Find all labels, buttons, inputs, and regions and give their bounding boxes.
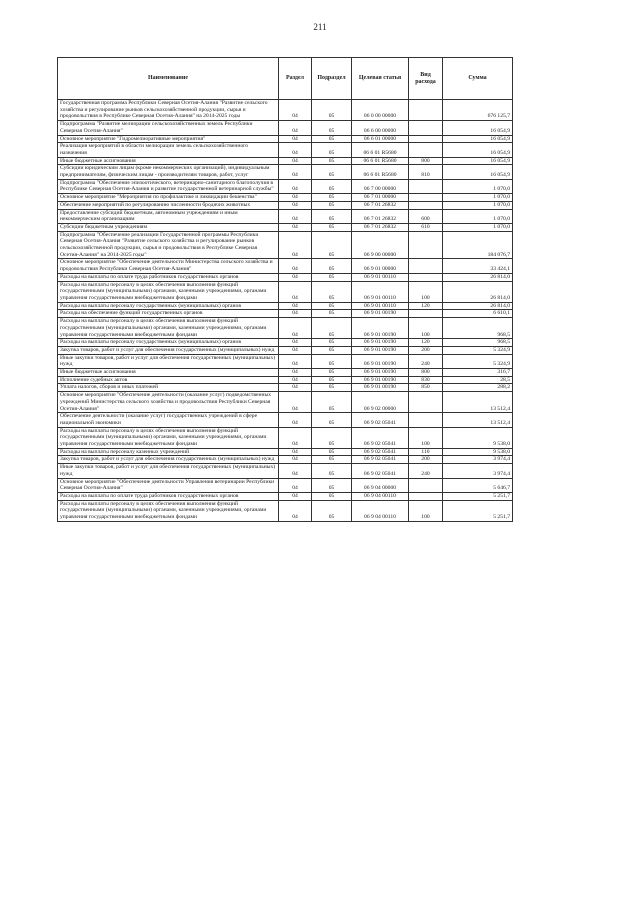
row-sum: 16 054,9 [443,135,513,143]
table-row [58,231,513,259]
row-target: 06 7 01 00000 [352,194,409,202]
row-name: Иные бюджетные ассигнования [58,157,279,165]
row-target: 06 9 01 00190 [352,354,409,368]
table-body [58,100,513,522]
row-sum: 3 974,4 [443,464,513,478]
row-type: 120 [409,302,443,310]
row-podrazdel: 05 [312,318,352,339]
table-row [58,464,513,478]
row-target: 06 9 02 00000 [352,392,409,413]
row-target: 06 9 01 00190 [352,376,409,384]
table-row [58,201,513,209]
row-razdel: 04 [279,478,312,492]
row-type [409,194,443,202]
row-sum: 1 070,0 [443,179,513,193]
header-name: Наименование [58,58,279,100]
row-podrazdel: 05 [312,448,352,456]
row-podrazdel: 05 [312,231,352,259]
row-sum: 1 070,0 [443,209,513,223]
budget-table [57,57,513,522]
row-name: Основное мероприятие "Гидромелиоративные мероприятия" [58,135,279,143]
row-podrazdel: 05 [312,259,352,273]
row-type [409,273,443,281]
row-type: 240 [409,354,443,368]
row-type: 800 [409,157,443,165]
row-type [409,121,443,135]
header-podrazdel: Подраздел [312,58,352,100]
row-razdel: 04 [279,346,312,354]
row-type: 110 [409,448,443,456]
row-target: 06 9 04 00000 [352,478,409,492]
row-razdel: 04 [279,413,312,427]
row-podrazdel: 05 [312,384,352,392]
row-sum: 13 512,4 [443,392,513,413]
table-row [58,209,513,223]
row-sum: 316,7 [443,369,513,377]
row-razdel: 04 [279,456,312,464]
row-podrazdel: 05 [312,100,352,121]
table-row [58,448,513,456]
row-target: 06 9 01 00000 [352,259,409,273]
table-row [58,478,513,492]
row-name: Иные закупки товаров, работ и услуг для обеспечения государственных (муниципальных) нужд [58,354,279,368]
row-name: Расходы на выплаты по оплате труда работников государственных органов [58,273,279,281]
row-name: Расходы на выплаты персоналу в целях обеспечения выполнения функций государственными (муниципальными) органами, казенными учреждениями, органами управления государственными внебюджетными фондами [58,318,279,339]
row-target: 06 9 01 00110 [352,302,409,310]
row-name: Основное мероприятие "Обеспечение деятельности (оказание услуг) подведомственных учреждений Министерства сельского хозяйства и продовольствия Республики Северная Осетия-Алания" [58,392,279,413]
table-row [58,384,513,392]
row-razdel: 04 [279,281,312,302]
row-sum: 16 054,9 [443,165,513,179]
table-row [58,281,513,302]
row-podrazdel: 05 [312,464,352,478]
row-type: 240 [409,464,443,478]
row-name: Основное мероприятие "Обеспечение деятельности Министерства сельского хозяйства и продовольствия Республики Северная Осетия-Алания" [58,259,279,273]
row-type: 600 [409,209,443,223]
row-type: 100 [409,500,443,521]
row-razdel: 04 [279,354,312,368]
row-sum: 16 054,9 [443,121,513,135]
row-sum: 184 076,7 [443,231,513,259]
row-sum: 28,5 [443,376,513,384]
table-row [58,121,513,135]
row-podrazdel: 05 [312,500,352,521]
row-target: 06 9 01 00190 [352,384,409,392]
row-type [409,310,443,318]
row-sum: 1 070,0 [443,223,513,231]
row-target: 06 9 04 00110 [352,492,409,500]
row-razdel: 04 [279,392,312,413]
row-name: Подпрограмма "Обеспечение эпизоотического, ветеринарно-санитарного благополучия в Республике Северная Осетия-Алания и развитие государственной ветеринарной службы" [58,179,279,193]
row-podrazdel: 05 [312,135,352,143]
row-podrazdel: 05 [312,281,352,302]
row-sum: 26 814,0 [443,302,513,310]
table-row [58,376,513,384]
row-razdel: 04 [279,100,312,121]
row-podrazdel: 05 [312,157,352,165]
row-razdel: 04 [279,500,312,521]
row-razdel: 04 [279,273,312,281]
row-type: 830 [409,376,443,384]
table-row [58,369,513,377]
row-name: Обеспечение деятельности (оказание услуг) государственных учреждений в сфере национальной экономики [58,413,279,427]
row-target: 06 9 01 00110 [352,281,409,302]
row-target: 06 9 00 00000 [352,231,409,259]
row-name: Исполнение судебных актов [58,376,279,384]
row-podrazdel: 05 [312,392,352,413]
row-name: Основное мероприятие "Обеспечение деятельности Управления ветеринарии Республики Северная Осетия-Алания" [58,478,279,492]
table-row [58,318,513,339]
table-row [58,413,513,427]
table-row [58,194,513,202]
row-target: 06 9 01 00190 [352,369,409,377]
row-target: 06 7 01 26832 [352,201,409,209]
row-target: 06 9 01 00190 [352,318,409,339]
table-row [58,492,513,500]
row-razdel: 04 [279,369,312,377]
row-type: 120 [409,339,443,347]
row-type [409,100,443,121]
row-podrazdel: 05 [312,201,352,209]
row-razdel: 04 [279,194,312,202]
row-sum: 676 125,7 [443,100,513,121]
table-row [58,339,513,347]
row-sum: 16 054,9 [443,143,513,157]
row-podrazdel: 05 [312,427,352,448]
row-type [409,392,443,413]
row-sum: 5 324,9 [443,346,513,354]
table-row [58,427,513,448]
row-podrazdel: 05 [312,346,352,354]
row-razdel: 04 [279,259,312,273]
row-name: Реализация мероприятий в области мелиорации земель сельскохозяйственного назначения [58,143,279,157]
table-row [58,392,513,413]
row-sum: 9 538,0 [443,427,513,448]
row-target: 06 9 02 05041 [352,427,409,448]
row-target: 06 9 02 05041 [352,456,409,464]
row-razdel: 04 [279,157,312,165]
row-target: 06 6 01 R5680 [352,157,409,165]
row-razdel: 04 [279,318,312,339]
row-name: Обеспечение мероприятий по регулированию численности бродячих животных [58,201,279,209]
row-name: Уплата налогов, сборов и иных платежей [58,384,279,392]
table-row [58,179,513,193]
row-podrazdel: 05 [312,376,352,384]
header-razdel: Раздел [279,58,312,100]
row-podrazdel: 05 [312,456,352,464]
row-target: 06 9 02 05041 [352,413,409,427]
row-name: Основное мероприятие "Мероприятия по профилактике и ликвидации бешенства" [58,194,279,202]
row-target: 06 9 01 00190 [352,310,409,318]
row-sum: 968,5 [443,339,513,347]
table-row [58,273,513,281]
row-podrazdel: 05 [312,223,352,231]
row-razdel: 04 [279,165,312,179]
row-sum: 26 814,0 [443,281,513,302]
row-sum: 6 610,1 [443,310,513,318]
row-name: Расходы на выплаты персоналу в целях обеспечения выполнения функций государственными (муниципальными) органами, казенными учреждениями, органами управления государственными внебюджетными фондами [58,500,279,521]
row-sum: 26 814,0 [443,273,513,281]
row-sum: 5 251,7 [443,492,513,500]
row-type: 100 [409,281,443,302]
row-type [409,413,443,427]
row-target: 06 0 00 00000 [352,100,409,121]
row-type [409,231,443,259]
row-type [409,478,443,492]
row-razdel: 04 [279,339,312,347]
row-razdel: 04 [279,143,312,157]
row-type [409,143,443,157]
row-type: 100 [409,427,443,448]
row-target: 06 9 02 05041 [352,464,409,478]
table-row [58,223,513,231]
row-type: 100 [409,318,443,339]
row-name: Подпрограмма "Развитие мелиорации сельскохозяйственных земель Республики Северная Осетия-Алания" [58,121,279,135]
row-razdel: 04 [279,464,312,478]
table-row [58,456,513,464]
table-row [58,346,513,354]
row-podrazdel: 05 [312,354,352,368]
row-target: 06 6 01 00000 [352,135,409,143]
row-sum: 5 251,7 [443,500,513,521]
row-razdel: 04 [279,492,312,500]
row-sum: 5 646,7 [443,478,513,492]
row-razdel: 04 [279,310,312,318]
row-target: 06 9 02 05041 [352,448,409,456]
row-name: Расходы на выплаты персоналу казенных учреждений [58,448,279,456]
row-podrazdel: 05 [312,194,352,202]
row-razdel: 04 [279,179,312,193]
table-header [58,58,513,100]
row-type: 800 [409,369,443,377]
header-type: Вид расхода [409,58,443,100]
row-razdel: 04 [279,231,312,259]
row-sum: 5 324,9 [443,354,513,368]
table-row [58,354,513,368]
table-row [58,157,513,165]
row-sum: 288,2 [443,384,513,392]
row-name: Закупка товаров, работ и услуг для обеспечения государственных (муниципальных) нужд [58,456,279,464]
row-razdel: 04 [279,201,312,209]
row-podrazdel: 05 [312,209,352,223]
row-type [409,259,443,273]
row-name: Иные закупки товаров, работ и услуг для обеспечения государственных (муниципальных) нужд [58,464,279,478]
header-target: Целевая статья [352,58,409,100]
row-razdel: 04 [279,302,312,310]
row-sum: 9 538,0 [443,448,513,456]
row-type: 850 [409,384,443,392]
row-name: Расходы на выплаты по оплате труда работников государственных органов [58,492,279,500]
row-podrazdel: 05 [312,302,352,310]
row-name: Предоставление субсидий бюджетным, автономным учреждениям и иным некоммерческим организациям [58,209,279,223]
row-sum: 1 070,0 [443,194,513,202]
row-name: Расходы на выплаты персоналу в целях обеспечения выполнения функций государственными (муниципальными) органами, казенными учреждениями, органами управления государственными внебюджетными фондами [58,281,279,302]
row-target: 06 6 01 R5680 [352,143,409,157]
row-podrazdel: 05 [312,310,352,318]
row-target: 06 9 01 00190 [352,346,409,354]
row-sum: 968,5 [443,318,513,339]
row-sum: 3 974,4 [443,456,513,464]
row-name: Иные бюджетные ассигнования [58,369,279,377]
row-podrazdel: 05 [312,369,352,377]
row-podrazdel: 05 [312,339,352,347]
row-sum: 16 054,9 [443,157,513,165]
row-target: 06 7 01 26832 [352,223,409,231]
row-target: 06 7 01 26832 [352,209,409,223]
row-target: 06 9 01 00110 [352,273,409,281]
row-name: Расходы на выплаты персоналу государственных (муниципальных) органов [58,339,279,347]
row-podrazdel: 05 [312,165,352,179]
row-target: 06 6 00 00000 [352,121,409,135]
row-razdel: 04 [279,427,312,448]
table-row [58,100,513,121]
row-razdel: 04 [279,209,312,223]
row-name: Закупка товаров, работ и услуг для обеспечения государственных (муниципальных) нужд [58,346,279,354]
row-type [409,179,443,193]
row-name: Государственная программа Республики Северная Осетия-Алания "Развитие сельского хозяйства и регулирование рынков сельскохозяйственной продукции, сырья и продовольствия в Республике Северная Осетия-Алания" на 2014-2025 годы [58,100,279,121]
row-razdel: 04 [279,448,312,456]
row-podrazdel: 05 [312,143,352,157]
row-razdel: 04 [279,376,312,384]
row-sum: 1 070,0 [443,201,513,209]
row-podrazdel: 05 [312,273,352,281]
row-razdel: 04 [279,384,312,392]
table-row [58,143,513,157]
row-podrazdel: 05 [312,121,352,135]
row-name: Расходы на выплаты персоналу государственных (муниципальных) органов [58,302,279,310]
row-type: 200 [409,346,443,354]
row-type [409,201,443,209]
row-name: Расходы на обеспечение функций государственных органов [58,310,279,318]
row-type: 200 [409,456,443,464]
row-type [409,492,443,500]
row-sum: 33 424,1 [443,259,513,273]
row-razdel: 04 [279,223,312,231]
table-row [58,135,513,143]
row-podrazdel: 05 [312,492,352,500]
row-name: Расходы на выплаты персоналу в целях обеспечения выполнения функций государственными (муниципальными) органами, казенными учреждениями, органами управления государственными внебюджетными фондами [58,427,279,448]
row-podrazdel: 05 [312,179,352,193]
header-sum: Сумма [443,58,513,100]
row-podrazdel: 05 [312,413,352,427]
row-target: 06 6 01 R5680 [352,165,409,179]
row-type: 610 [409,223,443,231]
row-name: Подпрограмма "Обеспечение реализации Государственной программы Республики Северная Осетия-Алания "Развитие сельского хозяйства и регулирование рынков сельскохозяйственной продукции, сырья и продовольствия в Республике Северная Осетия-Алания" на 2014-2025 годы" [58,231,279,259]
row-type: 810 [409,165,443,179]
row-target: 06 9 04 00110 [352,500,409,521]
row-type [409,135,443,143]
row-razdel: 04 [279,121,312,135]
table-row [58,500,513,521]
table-row [58,259,513,273]
row-sum: 13 512,4 [443,413,513,427]
table-row [58,165,513,179]
page-number: 211 [313,22,327,32]
table-row [58,310,513,318]
row-razdel: 04 [279,135,312,143]
row-target: 06 9 01 00190 [352,339,409,347]
table-row [58,302,513,310]
row-podrazdel: 05 [312,478,352,492]
row-name: Субсидии бюджетным учреждениям [58,223,279,231]
row-name: Субсидии юридическим лицам (кроме некоммерческих организаций), индивидуальным предпринимателям, физическим лицам - производителям товаров, работ, услуг [58,165,279,179]
row-target: 06 7 00 00000 [352,179,409,193]
